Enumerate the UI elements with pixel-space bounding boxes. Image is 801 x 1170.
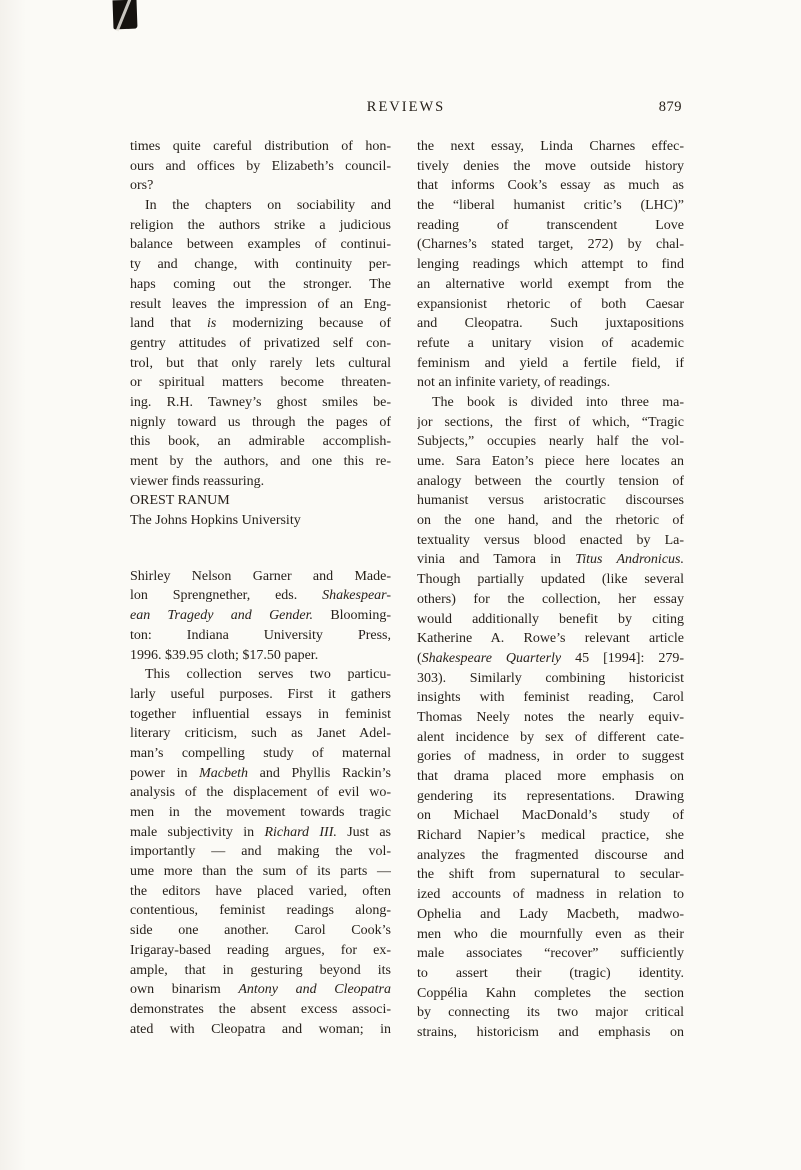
italic-text: Titus Andronicus. (575, 552, 684, 568)
text-line: insights with feminist reading, Carol (417, 690, 684, 706)
text-line: the shift from supernatural to secular- (417, 867, 684, 883)
review-2-paragraph (130, 665, 391, 1039)
text-line: contentious, feminist readings along- (130, 903, 391, 919)
text-line: male associates “recover” sufficiently (417, 946, 684, 962)
text-columns (130, 137, 684, 1043)
text-line: men who die mournfully even as their (417, 926, 684, 942)
text-line: own binarism Antony and Cleopatra (130, 982, 391, 998)
text-line: ample, that in gesturing beyond its (130, 962, 391, 978)
text-line: others) for the collection, her essay (417, 591, 684, 607)
text-line: jor sections, the first of which, “Tragic (417, 414, 684, 430)
text-line: that informs Cook’s essay as much as (417, 178, 684, 194)
text-line: gories of madness, in order to suggest (417, 749, 684, 765)
text-line: vinia and Tamora in Titus Andronicus. (417, 552, 684, 568)
text-line: (Shakespeare Quarterly 45 [1994]: 279- (417, 650, 684, 666)
text-line: 1996. $39.95 cloth; $17.50 paper. (130, 647, 319, 663)
text-line: ume more than the sum of its parts — (130, 864, 391, 880)
text-line: together influential essays in feminist (130, 706, 391, 722)
text-line: ated with Cleopatra and woman; in (130, 1021, 391, 1037)
text-line: ing. R.H. Tawney’s ghost smiles be- (130, 394, 391, 410)
reviewer-signature (130, 491, 391, 530)
text-line: an alternative world exempt from the (417, 276, 684, 292)
scan-artifact-ink-mark (113, 0, 138, 29)
text-line: by connecting its two major critical (417, 1005, 684, 1021)
running-head (130, 99, 682, 119)
running-head-title: REVIEWS (366, 99, 446, 115)
italic-text: Shakespeare Quarterly (421, 650, 562, 666)
text-line: haps coming out the stronger. The (130, 276, 391, 292)
text-line: that drama placed more emphasis on (417, 769, 684, 784)
review-2-citation (130, 567, 391, 665)
text-line: Subjects,” occupies nearly half the vol- (417, 434, 684, 450)
text-line: analysis of the displacement of evil wo- (130, 785, 391, 801)
text-line: on the one hand, and the rhetoric of (417, 513, 684, 529)
text-line: analogy between the courtly tension of (417, 473, 684, 489)
text-line: and Cleopatra. Such juxtapositions (417, 316, 684, 332)
text-line: the “liberal humanist critic’s (LHC)” (417, 198, 684, 214)
text-line: tively denies the move outside history (417, 158, 684, 174)
italic-text: Richard III. (264, 824, 337, 840)
text-line: The book is divided into three ma- (432, 394, 684, 410)
text-line: Though partially updated (like several (417, 572, 684, 588)
italic-text: Antony and Cleopatra (238, 982, 391, 998)
text-line: Richard Napier’s medical practice, she (417, 828, 684, 844)
text-line: ume. Sara Eaton’s piece here locates an (417, 454, 684, 469)
text-line: analyzes the fragmented discourse and (417, 847, 684, 863)
text-line: gendering its representations. Drawing (417, 788, 684, 804)
page-number: 879 (658, 99, 682, 115)
text-line: Katherine A. Rowe’s relevant article (417, 631, 684, 647)
review-1-paragraph-continuation (130, 137, 391, 196)
text-line: 303). Similarly combining historicist (417, 670, 684, 686)
text-line: times quite careful distribution of hon- (130, 139, 391, 154)
text-line: to assert their (tragic) identity. (417, 965, 684, 981)
text-line: not an infinite variety, of readings. (417, 375, 611, 391)
left-column (130, 137, 391, 1043)
text-line: The Johns Hopkins University (130, 513, 301, 529)
text-line: This collection serves two particu- (145, 667, 391, 683)
text-line: ton: Indiana University Press, (130, 627, 391, 643)
text-line: gentry attitudes of privatized self con- (130, 335, 391, 351)
text-line: would additionally benefit by citing (417, 611, 684, 627)
text-line: trol, but that only rarely lets cultural (130, 355, 391, 371)
text-line: refute a unitary vision of academic (417, 335, 684, 351)
text-line: humanist versus aristocratic discourses (417, 493, 684, 509)
text-line: strains, historicism and emphasis on (417, 1024, 684, 1040)
text-line: literary criticism, such as Janet Adel- (130, 726, 391, 742)
text-line: religion the authors strike a judicious (130, 217, 391, 233)
text-line: ours and offices by Elizabeth’s council- (130, 158, 391, 174)
text-line: balance between examples of continui- (130, 237, 391, 253)
text-line: lon Sprengnether, eds. Shakespear- (130, 588, 391, 604)
italic-text: Macbeth (199, 765, 249, 781)
text-line: this book, an admirable accomplish- (130, 434, 391, 450)
text-line: side one another. Carol Cook’s (130, 923, 391, 939)
text-line: reading of transcendent Love (417, 217, 684, 233)
text-line: man’s compelling study of maternal (130, 745, 391, 761)
text-line: Shirley Nelson Garner and Made- (130, 568, 391, 584)
text-line: ors? (130, 178, 154, 194)
text-line: Ophelia and Lady Macbeth, madwo- (417, 906, 684, 922)
text-line: In the chapters on sociability and (145, 198, 391, 214)
text-line: or spiritual matters become threaten- (130, 375, 391, 391)
text-line: larly useful purposes. First it gathers (130, 686, 391, 702)
text-line: Coppélia Kahn completes the section (417, 985, 684, 1001)
scan-artifact-slash (116, 0, 132, 31)
italic-text: Shakespear- (322, 588, 391, 604)
italic-text: is (207, 316, 217, 332)
text-line: the next essay, Linda Charnes effec- (417, 139, 684, 154)
text-line: OREST RANUM (130, 493, 230, 509)
text-line: viewer finds reassuring. (130, 473, 265, 489)
text-line: power in Macbeth and Phyllis Rackin’s (130, 765, 391, 781)
review-2-paragraph-sections (417, 393, 684, 1043)
text-line: textuality versus blood enacted by La- (417, 532, 684, 548)
text-line: land that is modernizing because of (130, 316, 391, 332)
review-2-paragraph-continued (417, 137, 684, 393)
text-line: ty and change, with continuity per- (130, 257, 391, 273)
text-line: importantly — and making the vol- (130, 844, 391, 860)
review-1-paragraph (130, 196, 391, 491)
text-line: result leaves the impression of an Eng- (130, 296, 391, 312)
text-line: alent incidence by sex of different cate- (417, 729, 684, 745)
italic-text: ean Tragedy and Gender. (130, 608, 313, 624)
text-line: male subjectivity in Richard III. Just as (130, 824, 391, 840)
text-line: nignly toward us through the pages of (130, 414, 391, 430)
text-line: demonstrates the absent excess associ- (130, 1001, 391, 1017)
text-line: ized accounts of madness in relation to (417, 887, 684, 903)
text-line: (Charnes’s stated target, 272) by chal- (417, 237, 684, 253)
text-line: expansionist rhetoric of both Caesar (417, 296, 684, 312)
text-line: Thomas Neely notes the nearly equiv- (417, 709, 684, 725)
text-line: ment by the authors, and one this re- (130, 454, 391, 469)
text-line: the editors have placed varied, often (130, 883, 391, 899)
text-line: lenging readings which attempt to find (417, 257, 684, 273)
text-line: ean Tragedy and Gender. Blooming- (130, 608, 391, 624)
text-line: on Michael MacDonald’s study of (417, 808, 684, 824)
text-line: feminism and yield a fertile field, if (417, 355, 684, 371)
right-column (417, 137, 684, 1043)
text-line: Irigaray-based reading argues, for ex- (130, 942, 391, 958)
text-line: men in the movement towards tragic (130, 805, 391, 820)
